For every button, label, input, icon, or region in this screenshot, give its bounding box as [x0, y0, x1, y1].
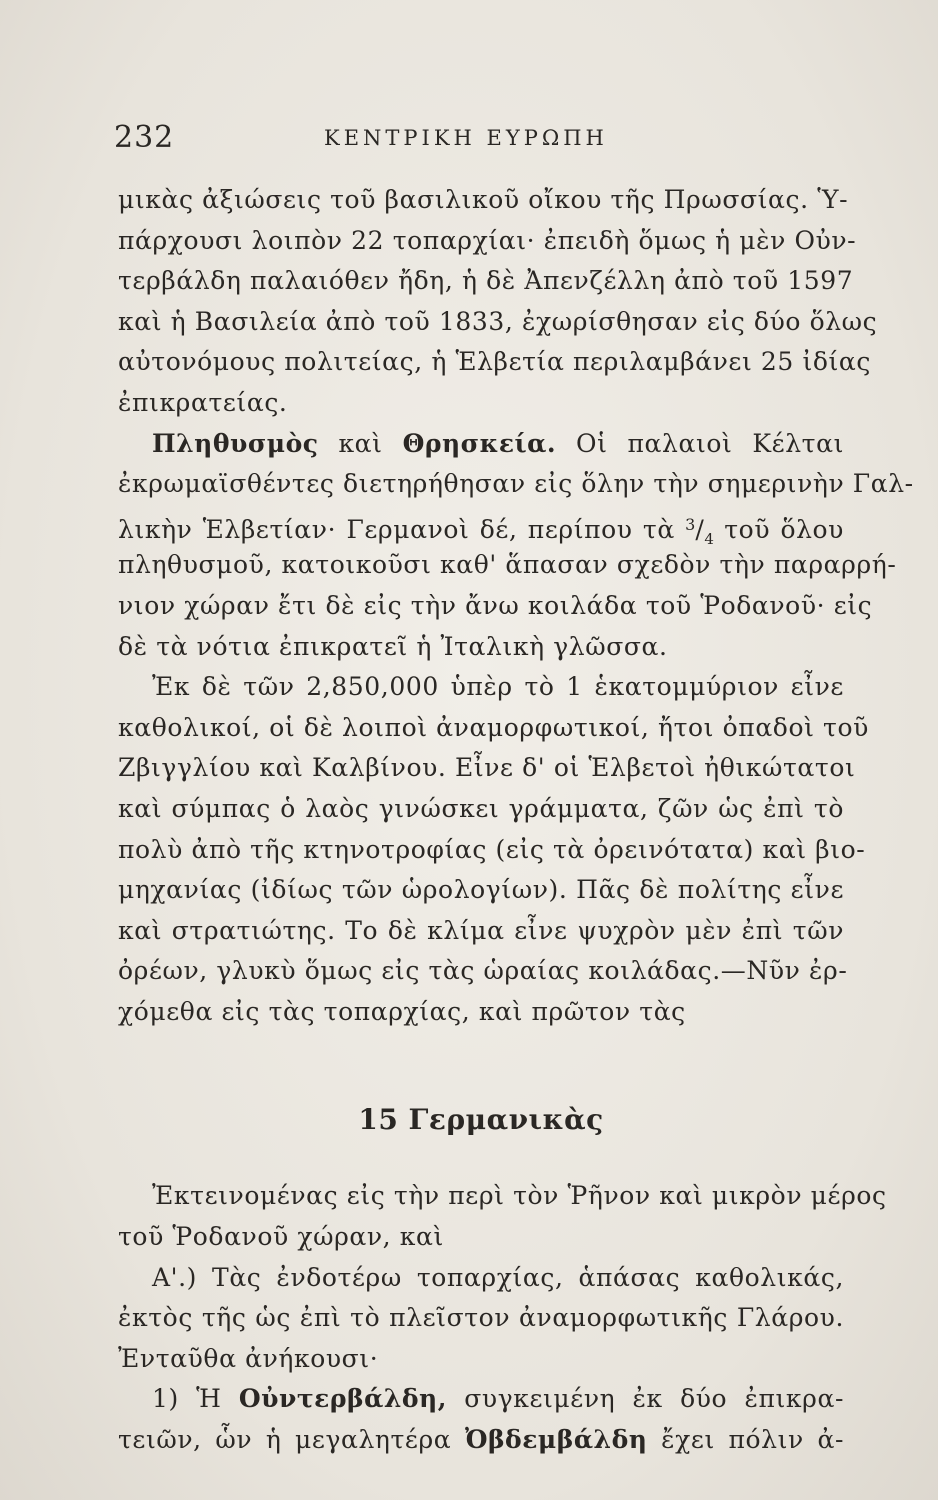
text-line — [118, 1420, 844, 1461]
inline-text: λικὴν Ἑλβετίαν· Γερμανοὶ δέ, περίπου τὰ — [118, 514, 675, 544]
section-number-subscript: 5 — [378, 1103, 399, 1137]
text-line: ὀρέων, γλυκὺ ὅμως εἰς τὰς ὡραίας κοιλάδας.—Νῦν ἐρ- — [118, 956, 848, 986]
text-line — [118, 505, 844, 546]
inline-text: συγκειμένη ἐκ δύο ἐπικρα- — [464, 1384, 844, 1414]
place-name: Ὀβδεμβάλδη — [464, 1425, 648, 1455]
text-line: μικὰς ἀξιώσεις τοῦ βασιλικοῦ οἴκου τῆς Πρωσσίας. Ὑ- — [118, 185, 849, 214]
inline-text: ἔχει πόλιν ἀ- — [661, 1425, 845, 1455]
place-name: Οὐντερβάλδη, — [238, 1384, 447, 1414]
text-line: χόμεθα εἰς τὰς τοπαρχίας, καὶ πρῶτον τὰς — [118, 996, 686, 1026]
text-line: Ἐκ δὲ τῶν 2,850,000 ὑπὲρ τὸ 1 ἑκατομμύριον εἶνε — [152, 672, 844, 702]
section-heading — [118, 1096, 844, 1144]
inline-text: τειῶν, ὧν ἡ μεγαλητέρα — [118, 1425, 452, 1455]
text-line: Α'.) Τὰς ἐνδοτέρω τοπαρχίας, ἁπάσας καθολικάς, — [152, 1262, 844, 1292]
section-number: 1 — [358, 1103, 379, 1137]
section-title: Γερμανικὰς — [408, 1103, 604, 1137]
text-line: καὶ ἡ Βασιλεία ἀπὸ τοῦ 1833, ἐχωρίσθησαν εἰς δύο ὅλως — [118, 306, 878, 336]
text-line: καὶ στρατιώτης. Το δὲ κλίμα εἶνε ψυχρὸν μὲν ἐπὶ τῶν — [118, 915, 844, 945]
text-line: αὐτονόμους πολιτείας, ἡ Ἑλβετία περιλαμβάνει 25 ἰδίας — [118, 347, 872, 377]
text-line — [118, 424, 844, 465]
text-line: Ζβιγγλίου καὶ Καλβίνου. Εἶνε δ' οἱ Ἑλβετοὶ ἠθικώτατοι — [118, 753, 856, 783]
text-line: πολὺ ἀπὸ τῆς κτηνοτροφίας (εἰς τὰ ὀρεινότατα) καὶ βιο- — [118, 834, 866, 864]
fraction-numerator: 3 — [685, 514, 696, 534]
text-line: καὶ σύμπας ὁ λαὸς γινώσκει γράμματα, ζῶν ὡς ἐπὶ τὸ — [118, 793, 844, 823]
page-number: 232 — [114, 120, 175, 155]
text-line: πάρχουσι λοιπὸν 22 τοπαρχίαι· ἐπειδὴ ὅμως ἡ μὲν Οὐν- — [118, 225, 857, 255]
text-line: τοῦ Ῥοδανοῦ χώραν, καὶ — [118, 1222, 444, 1252]
inline-text: 1) Ἡ — [152, 1384, 222, 1414]
inline-text: τοῦ ὅλου — [724, 514, 844, 544]
inline-text: καὶ — [338, 428, 383, 458]
text-line — [118, 1379, 844, 1420]
text-line: νιον χώραν ἔτι δὲ εἰς τὴν ἄνω κοιλάδα τοῦ Ῥοδανοῦ· εἰς — [118, 590, 873, 620]
running-head: ΚΕΝΤΡΙΚΗ ΕΥΡΩΠΗ — [324, 126, 608, 150]
page-header — [114, 120, 844, 160]
paragraph-heading: Πληθυσμὸς — [152, 428, 319, 458]
paragraph-heading: Θρησκεία. — [402, 428, 557, 458]
body-text — [118, 180, 914, 1461]
fraction — [685, 514, 714, 548]
text-line: δὲ τὰ νότια ἐπικρατεῖ ἡ Ἰταλικὴ γλῶσσα. — [118, 631, 668, 661]
text-line: πληθυσμοῦ, κατοικοῦσι καθ' ἅπασαν σχεδὸν τὴν παραρρή- — [118, 550, 897, 580]
text-line: ἐκρωμαϊσθέντες διετηρήθησαν εἰς ὅλην τὴν σημερινὴν Γαλ- — [118, 469, 914, 499]
text-line: τερβάλδη παλαιόθεν ἤδη, ἡ δὲ Ἀπενζέλλη ἀπὸ τοῦ 1597 — [118, 266, 854, 296]
fraction-slash: / — [695, 514, 705, 544]
text-line: ἐκτὸς τῆς ὡς ἐπὶ τὸ πλεῖστον ἀναμορφωτικῆς Γλάρου. — [118, 1303, 844, 1333]
text-line: Ἐκτεινομένας εἰς τὴν περὶ τὸν Ῥῆνον καὶ μικρὸν μέρος — [152, 1181, 887, 1211]
section-spacer — [118, 1032, 844, 1096]
fraction-denominator: 4 — [704, 529, 714, 548]
text-line: Ἐνταῦθα ἀνήκουσι· — [118, 1343, 379, 1373]
text-line: καθολικοί, οἱ δὲ λοιποὶ ἀναμορφωτικοί, ἤτοι ὀπαδοὶ τοῦ — [118, 712, 869, 742]
inline-text: Οἱ παλαιοὶ Κέλται — [576, 428, 844, 458]
text-line: ἐπικρατείας. — [118, 387, 288, 417]
text-line: μηχανίας (ἰδίως τῶν ὡρολογίων). Πᾶς δὲ πολίτης εἶνε — [118, 875, 844, 905]
